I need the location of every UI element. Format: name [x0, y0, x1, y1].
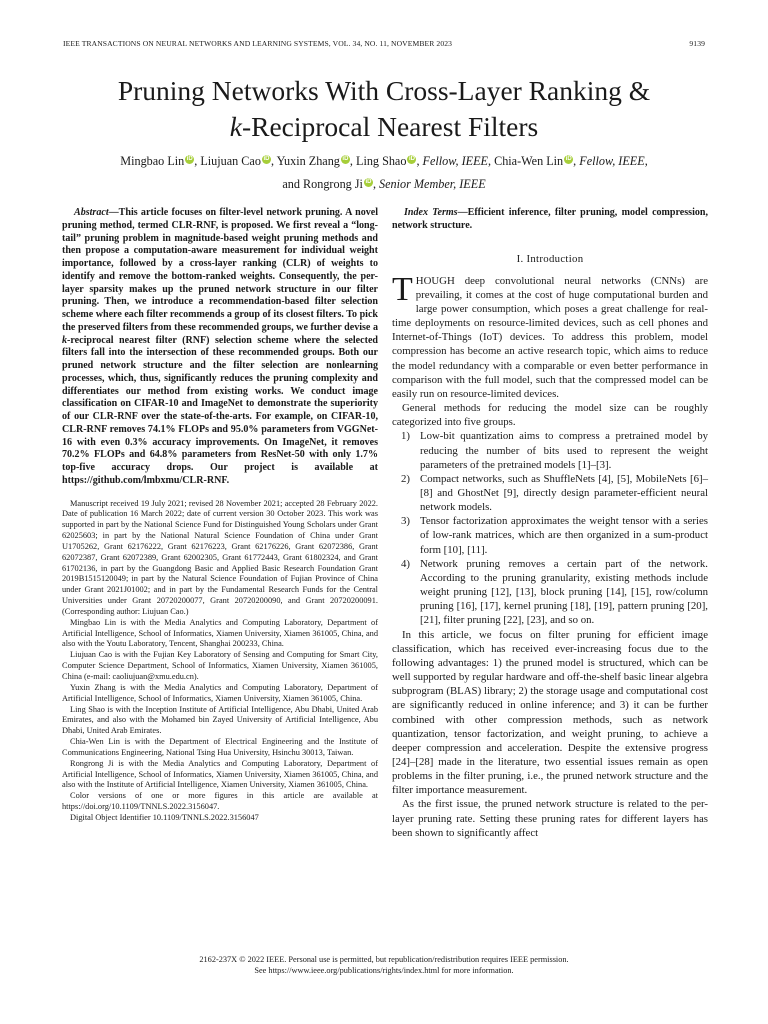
title-k: k [229, 111, 242, 142]
running-head [63, 39, 705, 51]
abstract-text-1: This article focuses on filter-level network pruning. A novel pruning method, termed CLR-RNF, is proposed. We first reveal a “long-tail” pruning problem in magnitude-based weight pruning methods and then propose a computation-aware measurement for individual weight importance, followed by a cross-layer ranking (CLR) of weights to identify and remove the bottom-ranked weights. Consequently, the per-layer sparsity makes up the pruned network structure in our filter pruning. Then, we introduce a recommendation-based filter selection scheme where each filter recommends a group of its closest filters. To pick the preserved filters from these recommended groups, we further devise a [62, 207, 378, 333]
method-list [392, 429, 708, 627]
footnotes [62, 499, 378, 824]
author-name: Ling Shao [356, 154, 407, 168]
abstract-text-2: -reciprocal nearest filter (RNF) selection scheme where the selected filters fall into the intersection of these recommended groups. Both our pruned network structure and the filter selection are nonlearning processes, which, thus, significantly reduces the pruning complexity and differentiates our method from existing works. We conduct image classification on CIFAR-10 and ImageNet to demonstrate the superiority of our CLR-RNF over the state-of-the-arts. For example, on CIFAR-10, CLR-RNF removes 74.1% FLOPs and 95.0% parameters from VGGNet-16 with even 0.3% accuracy improvements. On ImageNet, it removes 70.2% FLOPs and 64.8% parameters from ResNet-50 with only 1.7% top-five accuracy drops. Our project is available at https://github.com/lmbxmu/CLR-RNF. [62, 334, 378, 486]
author-name: Chia-Wen Lin [494, 154, 564, 168]
title-line-1: Pruning Networks With Cross-Layer Ranking & [117, 75, 651, 106]
list-number: 3) [401, 515, 410, 528]
body-paragraph: In this article, we focus on filter pruning for efficient image classification, which has received ever-increasing focus due to the following advantages: 1) the pruned model is structured, which can be well supported by regular hardware and off-the-shelf basic linear algebra subprogram (BLAS) library; 2) the storage usage and computational cost are significantly reduced in online inference; and 3) it can be further combined with other compression methods, such as network quantization, tensor factorization, and weight pruning, to achieve a deeper compression and acceleration. Despite the extensive progress [24]–[28] made in the literature, two essential issues remain as open problems in the filter pruning, i.e., the pruned network structure and the filter importance measurement. [392, 628, 708, 797]
footnote-affiliation: Yuxin Zhang is with the Media Analytics and Computing Laboratory, Department of Artificial Intelligence, School of Informatics, Xiamen University, Xiamen 361005, China. [62, 682, 378, 703]
page-number: 9139 [689, 39, 705, 48]
copyright-line-2: See https://www.ieee.org/publications/rights/index.html for more information. [254, 966, 514, 975]
index-terms: Index Terms—Efficient inference, filter pruning, model compression, network structure. [392, 207, 708, 231]
copyright-line-1: 2162-237X © 2022 IEEE. Personal use is permitted, but republication/redistribution requires IEEE permission. [199, 955, 569, 964]
list-item [392, 429, 708, 471]
abstract-lead: Abstract [74, 207, 109, 218]
footnote-affiliation: Liujuan Cao is with the Fujian Key Laboratory of Sensing and Computing for Smart City, Computer Science Department, School of Informatics, Xiamen University, Xiamen 361005, China (e-mail: caoliujuan@xmu.edu.cn). [62, 650, 378, 681]
list-text: Compact networks, such as ShuffleNets [4], [5], MobileNets [6]–[8] and GhostNet [9], directly design parameter-efficient neural network models. [420, 472, 708, 514]
list-text: Tensor factorization approximates the weight tensor with a series of low-rank matrices, which are then organized in a sum-product form [10], [11]. [420, 515, 708, 556]
author-line-2: and Rongrong Ji iD , Senior Member, IEEE [282, 177, 486, 191]
list-number: 4) [401, 557, 410, 570]
list-item [392, 514, 708, 556]
footnote-affiliation: Mingbao Lin is with the Media Analytics and Computing Laboratory, Department of Artificial Intelligence, School of Informatics, Xiamen University, Xiamen 361005, China, and also with the Youtu Laboratory, Tencent, Shanghai 200233, China. [62, 617, 378, 649]
title-line-2 [40, 109, 728, 145]
orcid-icon[interactable]: iD [565, 156, 572, 162]
title-line-2-text: -Reciprocal Nearest Filters [241, 111, 539, 142]
author-name: Rongrong Ji [303, 177, 363, 191]
drop-cap: T [392, 270, 413, 308]
copyright-notice [60, 954, 708, 976]
author-list [40, 150, 728, 196]
author-name: Yuxin Zhang [276, 154, 340, 168]
author-title: Fellow, IEEE [579, 154, 645, 168]
orcid-icon[interactable]: iD [263, 156, 270, 162]
orcid-icon[interactable]: iD [186, 156, 193, 162]
author-title: Fellow, IEEE [422, 154, 488, 168]
footnote-affiliation: Rongrong Ji is with the Media Analytics and Computing Laboratory, Department of Artificial Intelligence, School of Informatics, Xiamen University, Xiamen 361005, China, and also with the Institute of Artificial Intelligence, Xiamen University, Xiamen 361005, China. [62, 758, 378, 790]
index-terms-lead: Index Terms [404, 207, 458, 218]
author-title: Senior Member, IEEE [379, 177, 486, 191]
paper-title [40, 73, 728, 145]
list-number: 2) [401, 472, 410, 485]
journal-header: IEEE TRANSACTIONS ON NEURAL NETWORKS AND LEARNING SYSTEMS, VOL. 34, NO. 11, NOVEMBER 2023 [63, 39, 453, 48]
footnote-manuscript: Manuscript received 19 July 2021; revised 28 November 2021; accepted 28 February 2022. Date of publication 16 March 2022; date of current version 30 October 2023. This work was supported in part by the National Science Fund for Distinguished Young Scholars under Grant 62025603; in part by the National Natural Science Foundation of China under Grant U1705262, Grant 62176222, Grant 62176223, Grant 62176226, Grant 62072386, Grant 62072387, Grant 62072389, Grant 62002305, Grant 61772443, Grant 61802324, and Grant 61702136, in part by the Guangdong Basic and Applied Basic Research Foundation Grant 2019B1515120049; in part by the Natural Science Foundation of Fujian Province of China under Grant 2021J01002; and in part by the Fundamental Research Funds for the Central Universities under Grant 20720200077, Grant 20720200090, and Grant 20720200091. (Corresponding author: Liujuan Cao.) [62, 498, 378, 616]
footnote-affiliation: Chia-Wen Lin is with the Department of Electrical Engineering and the Institute of Communications Engineering, National Tsing Hua University, Hsinchu 30013, Taiwan. [62, 737, 378, 757]
author-line-1: Mingbao Lin iD , Liujuan Cao iD , Yuxin Zhang iD , Ling Shao iD , Fellow, IEEE, Chia-Wen Lin iD , Fellow, IEEE, [120, 154, 648, 168]
left-column [62, 207, 378, 824]
orcid-icon[interactable]: iD [342, 156, 349, 162]
list-text: Low-bit quantization aims to compress a pretrained model by reducing the number of bits used to represent the weight parameters of the pretrained models [1]–[3]. [420, 430, 708, 471]
index-terms-text: Efficient inference, filter pruning, model compression, network structure. [392, 207, 708, 231]
orcid-icon[interactable]: iD [365, 179, 372, 185]
author-joiner: and [282, 177, 300, 191]
list-item [392, 472, 708, 514]
author-name: Liujuan Cao [200, 154, 261, 168]
intro-paragraph [392, 270, 708, 401]
section-heading: I. Introduction [516, 252, 584, 265]
intro-paragraph-text: HOUGH deep convolutional neural networks (CNNs) are prevailing, it comes at the cost of huge computational burden and large power consumption, which poses a great challenge for real-time deployments on resource-limited devices, such as cell phones and Internet-of-Things (IoT) devices. To address this problem, model compression has become an active research topic, which aims to reduce the model redundancy with a comparable or even better performance in comparison with the full model, such that the compressed model can be easily run on resource-limited devices. [392, 274, 708, 400]
list-text: Network pruning removes a certain part of the network. According to the pruning granularity, existing methods include weight pruning [12], [13], block pruning [14], [15], row/column pruning [16], [17], kernel pruning [18], [19], pattern pruning [20], [21], filter pruning [22], [23], and so on. [420, 557, 708, 627]
footnote-color: Color versions of one or more figures in this article are available at https://doi.org/10.1109/TNNLS.2022.3156047. [62, 791, 378, 812]
body-paragraph: As the first issue, the pruned network structure is related to the per-layer pruning rate. Setting these pruning rates for different layers has been shown to significantly affect [392, 798, 708, 839]
right-column [392, 207, 708, 840]
footnote-doi: Digital Object Identifier 10.1109/TNNLS.2022.3156047 [70, 812, 259, 822]
list-number: 1) [401, 430, 410, 443]
orcid-icon[interactable]: iD [408, 156, 415, 162]
footnote-affiliation: Ling Shao is with the Inception Institute of Artificial Intelligence, Abu Dhabi, United Arab Emirates, and also with the Mohamed bin Zayed University of Artificial Intelligence, Abu Dhabi, United Arab Emirates. [62, 704, 378, 736]
author-name: Mingbao Lin [120, 154, 185, 168]
list-item [392, 557, 708, 628]
abstract: Abstract—This article focuses on filter-level network pruning. A novel pruning method, termed CLR-RNF, is proposed. We first reveal a “long-tail” pruning problem in magnitude-based weight pruning methods and then propose a computation-aware measurement for individual weight importance, followed by a cross-layer ranking (CLR) of weights to identify and remove the bottom-ranked weights. Consequently, the per-layer sparsity makes up the pruned network structure in our filter pruning. Then, we introduce a recommendation-based filter selection scheme where each filter recommends a group of its closest filters. To pick the preserved filters from these recommended groups, we further devise a k-reciprocal nearest filter (RNF) selection scheme where the selected filters fall into the intersection of these recommended groups. Both our pruned network structure and the filter selection are nonlearning processes, which, thus, significantly reduces the pruning complexity and differentiates our method from existing works. We conduct image classification on CIFAR-10 and ImageNet to demonstrate the superiority of our CLR-RNF over the state-of-the-arts. For example, on CIFAR-10, CLR-RNF removes 74.1% FLOPs and 95.0% parameters from VGGNet-16 with even 0.3% accuracy improvements. On ImageNet, it removes 70.2% FLOPs and 64.8% parameters from ResNet-50 with only 1.7% top-five accuracy drops. Our project is available at https://github.com/lmbxmu/CLR-RNF. [62, 207, 378, 486]
abstract-k: k [62, 334, 68, 346]
body-paragraph: General methods for reducing the model size can be roughly categorized into five groups. [392, 402, 708, 429]
